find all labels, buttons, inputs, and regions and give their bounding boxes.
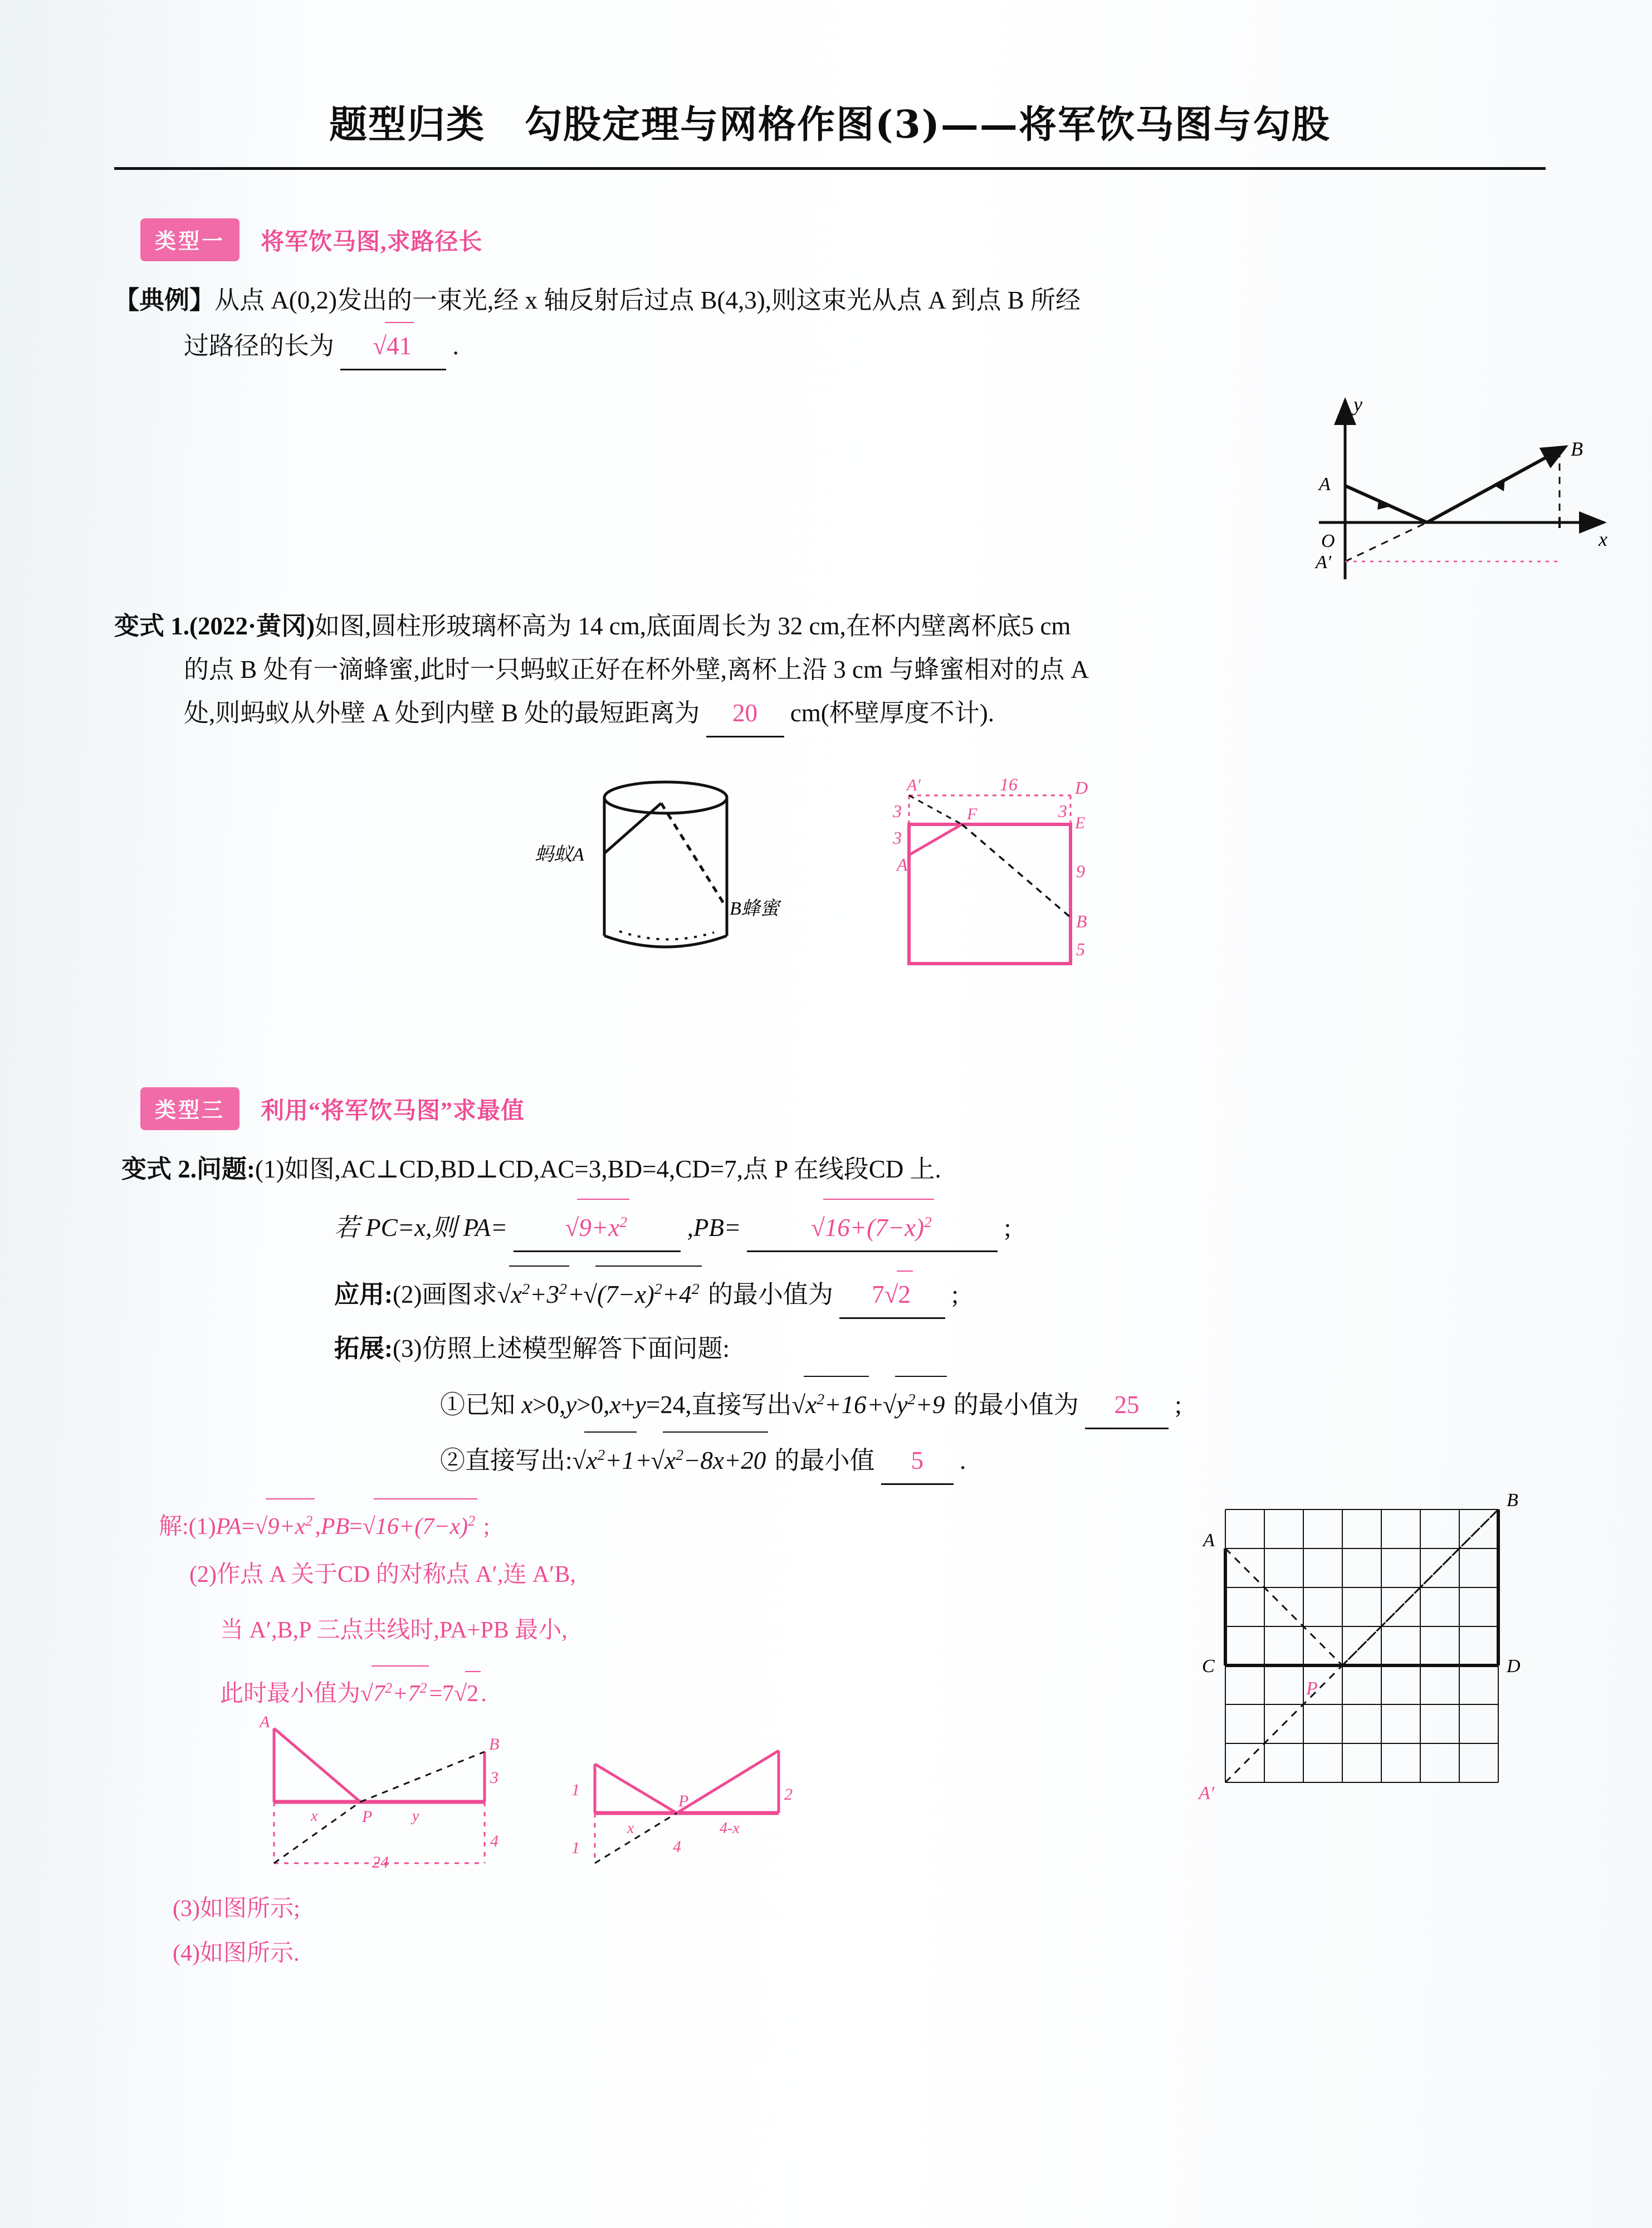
- grid-reflection-diagram: [1186, 1470, 1554, 1827]
- tri-left-label-y: y: [412, 1807, 419, 1825]
- example-line-1: [114, 278, 1562, 322]
- unroll-length-right-bottom: 5: [1076, 939, 1085, 959]
- unroll-length-left-top: 3: [893, 801, 902, 821]
- unroll-length-left-mid: 3: [893, 828, 902, 848]
- solution-line-3: 当 A′,B,P 三点共线时,PA+PB 最小,: [220, 1618, 568, 1643]
- section-header-type1: [140, 218, 483, 261]
- cylinder-ant-label: 蚂蚁A: [535, 844, 584, 865]
- extend2-answer-blank[interactable]: 5: [881, 1439, 954, 1485]
- section-header-type3: [140, 1087, 525, 1130]
- solution-line-6: (4)如图所示.: [173, 1941, 300, 1966]
- triangle-model-left: [251, 1713, 546, 1872]
- extend-line: [334, 1327, 730, 1370]
- page-title: 题型归类 勾股定理与网格作图(3)——将军饮马图与勾股: [329, 102, 1331, 147]
- solution-line-4: 此时最小值为 √ $7^2+7^2=7$ √ 2.: [220, 1665, 487, 1714]
- variant1-answer-blank[interactable]: 20: [706, 691, 784, 737]
- extend2-period: .: [960, 1447, 966, 1474]
- tri-right-label-P: P: [678, 1792, 689, 1810]
- tri-left-label-24: 24: [372, 1853, 389, 1872]
- grid-label-C: C: [1202, 1656, 1215, 1677]
- variant1-label: 变式 1.: [114, 612, 190, 640]
- variant1-line3-post: cm(杯壁厚度不计).: [790, 699, 994, 727]
- variant1-line3-pre: 处,则蚂蚁从外壁 A 处到内壁 B 处的最短距离为: [184, 699, 700, 727]
- apply-semicolon: ;: [951, 1281, 959, 1308]
- tri-left-label-3: 3: [490, 1768, 498, 1787]
- extend-item-2: [440, 1431, 966, 1485]
- unroll-label-D: D: [1075, 778, 1088, 798]
- type3-heading: 利用“将军饮马图”求最值: [261, 1098, 525, 1124]
- variant1-line-2: 的点 B 处有一滴蜂蜜,此时一只蚂蚁正好在杯外壁,离杯上沿 3 cm 与蜂蜜相对的点 A: [184, 656, 1089, 683]
- tri-right-label-1-top: 1: [571, 1781, 580, 1799]
- tri-right-label-2: 2: [784, 1785, 793, 1804]
- unroll-label-E: E: [1075, 814, 1086, 832]
- variant2-label: 变式 2.: [121, 1155, 197, 1183]
- apply-answer-blank[interactable]: 7 √ 2: [839, 1271, 945, 1319]
- variant2-pa-pre: 若 PC=x,则 PA=: [334, 1214, 508, 1242]
- example-line2-post: .: [452, 332, 459, 360]
- example-answer-blank[interactable]: √ 41: [340, 322, 446, 370]
- extend1-semicolon: ;: [1175, 1391, 1182, 1419]
- apply-label: 应用:: [334, 1281, 393, 1308]
- type1-heading: 将军饮马图,求路径长: [261, 229, 483, 255]
- tri-left-label-4: 4: [490, 1832, 498, 1850]
- tri-right-label-4x: 4-x: [720, 1820, 740, 1837]
- extend1-answer-blank[interactable]: 25: [1085, 1383, 1169, 1429]
- extend2-text: ②直接写出: √ $x^2+1+$ √ $x^2-8x+20$ 的最小值: [440, 1447, 875, 1474]
- unrolled-rectangle-diagram: [858, 766, 1136, 972]
- grid-label-B: B: [1507, 1490, 1518, 1511]
- solution-line-5: (3)如图所示;: [173, 1896, 300, 1922]
- title-divider: [114, 167, 1546, 170]
- cylinder-glass-diagram: [535, 769, 779, 958]
- solution-line-1: 解:(1)PA= √ $9+x^2,PB=$ √ $16+(7-x)^2$ ;: [159, 1498, 490, 1547]
- variant2-pa-blank[interactable]: √ $9+x^2$: [514, 1199, 681, 1252]
- variant1-line-1: [114, 604, 1585, 648]
- tri-left-label-x: x: [311, 1807, 318, 1825]
- point-label-B: B: [1571, 438, 1583, 460]
- unroll-label-A-prime: A′: [907, 776, 921, 794]
- grid-label-D: D: [1507, 1656, 1521, 1677]
- variant2-pb-pre: ,PB=: [687, 1214, 741, 1242]
- extend-text: (3)仿照上述模型解答下面问题:: [393, 1335, 730, 1362]
- variant1-source: (2022·黄冈): [189, 612, 315, 640]
- variant2-pb-blank[interactable]: √ $16+(7-x)^2$: [747, 1199, 998, 1252]
- grid-label-P: P: [1306, 1678, 1318, 1699]
- tri-left-label-B: B: [489, 1735, 500, 1753]
- apply-line: [334, 1266, 959, 1319]
- unroll-length-right-mid: 9: [1076, 861, 1085, 881]
- variant2-q-label: 问题:: [197, 1155, 256, 1183]
- variant1-text: 如图,圆柱形玻璃杯高为 14 cm,底面周长为 32 cm,在杯内壁离杯底5 cm: [315, 612, 1071, 640]
- unroll-label-F: F: [967, 805, 977, 823]
- unroll-label-A: A: [897, 854, 908, 874]
- grid-label-A-prime: A′: [1199, 1783, 1215, 1804]
- type3-badge: 类型三: [140, 1087, 240, 1130]
- reflection-coordinate-diagram: [1270, 384, 1626, 585]
- variant2-line-2: [334, 1199, 1011, 1252]
- variant2-semicolon: ;: [1004, 1214, 1011, 1242]
- apply-text: (2)画图求 √ $x^2+3^2+$ √ $(7-x)^2+4^2$ 的最小值为: [393, 1281, 833, 1308]
- example-label: 【典例】: [114, 286, 215, 314]
- extend-label: 拓展:: [334, 1335, 393, 1362]
- extend1-text: ①已知 x>0,y>0,x+y=24,直接写出 √ $x^2+16+$ √ $y^2+9$ 的最小值为: [440, 1391, 1079, 1419]
- unroll-length-right-top: 3: [1058, 801, 1067, 821]
- variant2-q-text: (1)如图,AC⊥CD,BD⊥CD,AC=3,BD=4,CD=7,点 P 在线段CD 上.: [255, 1155, 941, 1183]
- tri-left-label-A: A: [260, 1713, 270, 1731]
- axis-label-x: x: [1599, 528, 1607, 550]
- solution-line-2: (2)作点 A 关于CD 的对称点 A′,连 A′B,: [189, 1562, 576, 1587]
- cylinder-honey-label: B蜂蜜: [730, 898, 779, 919]
- example-line2-pre: 过路径的长为: [184, 332, 335, 360]
- grid-label-A: A: [1203, 1530, 1215, 1551]
- type1-badge: 类型一: [140, 218, 240, 261]
- variant1-line-3: [184, 691, 1587, 737]
- unroll-length-top: 16: [1000, 774, 1018, 794]
- axis-label-y: y: [1353, 393, 1362, 416]
- tri-right-label-1-bottom: 1: [571, 1839, 580, 1857]
- variant2-line-1: [121, 1147, 1592, 1191]
- unroll-label-B: B: [1076, 911, 1087, 931]
- tri-right-label-4: 4: [673, 1838, 681, 1856]
- triangle-model-right: [568, 1735, 830, 1880]
- example-line-2: [184, 322, 459, 370]
- example-text: 从点 A(0,2)发出的一束光,经 x 轴反射后过点 B(4,3),则这束光从点 A 到点 B 所经: [214, 286, 1081, 314]
- point-label-A-prime: A′: [1316, 552, 1332, 573]
- tri-right-label-x: x: [627, 1820, 634, 1837]
- tri-left-label-P: P: [362, 1807, 373, 1826]
- origin-label: O: [1321, 531, 1335, 551]
- point-label-A: A: [1319, 474, 1331, 495]
- extend-item-1: [440, 1376, 1182, 1429]
